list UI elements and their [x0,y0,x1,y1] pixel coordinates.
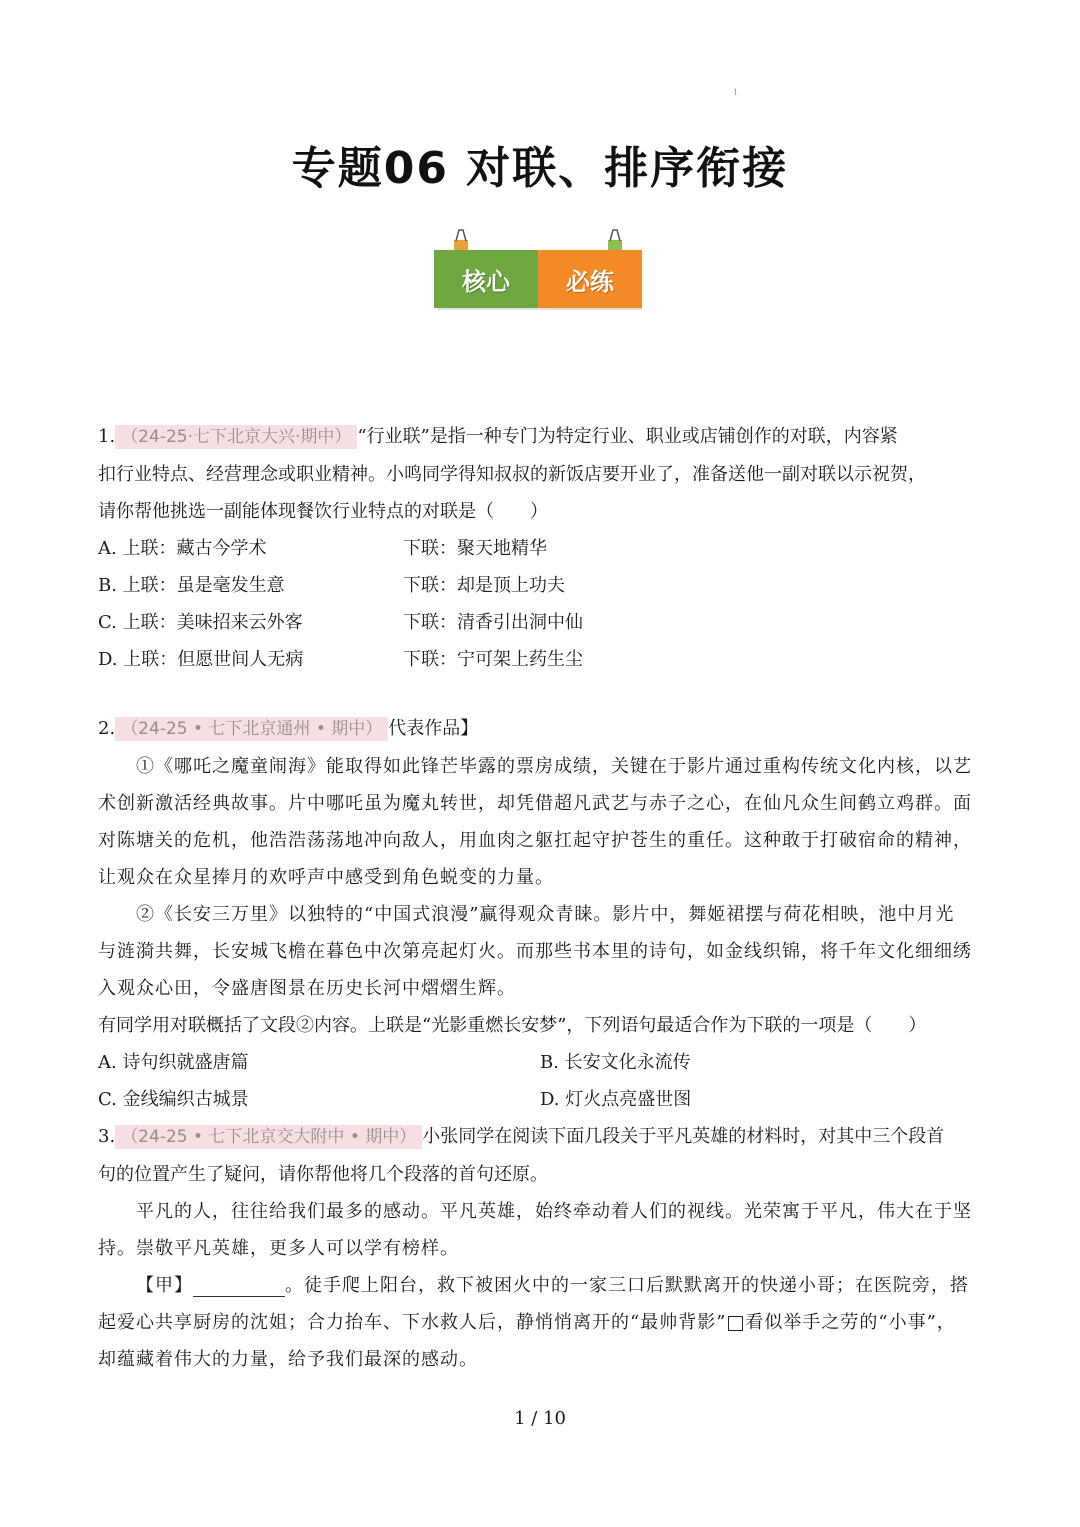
passage-line: 平凡的人，往往给我们最多的感动。平凡英雄，始终牵动着人们的视线。光荣寓于平凡，伟大在于坚 [136,1201,972,1222]
question-number: 3. [98,1126,116,1147]
passage-line: 却蕴藏着伟大的力量，给予我们最深的感动。 [98,1349,478,1370]
badge-left: 核心 [434,250,538,308]
question-stem: “行业联”是指一种专门为特定行业、职业或店铺创作的对联，内容紧 [357,426,898,447]
page-number: 1 / 10 [514,1408,566,1429]
option-a: A. 上联：藏古今学术 下联：聚天地精华 [98,538,547,559]
option-b: B. 上联：虽是毫发生意 下联：却是顶上功夫 [98,575,565,596]
passage-line: ①《哪吒之魔童闹海》能取得如此锋芒毕露的票房成绩，关键在于影片通过重构传统文化内核，以艺 [136,756,972,777]
blank-label: 【甲】 [136,1275,193,1296]
page-title: 专题06 对联、排序衔接 [291,143,789,194]
question-1 [98,418,988,678]
passage-line: ②《长安三万里》以独特的“中国式浪漫”赢得观众青睐。影片中，舞姬裙摆与荷花相映，池中月光 [136,904,955,925]
passage-line: 术创新激活经典故事。片中哪吒虽为魔丸转世，却凭借超凡武艺与赤子之心，在仙凡众生间鹤立鸡群。面 [98,793,972,814]
question-stem: 请你帮他挑选一副能体现餐饮行业特点的对联是（ ） [98,501,548,522]
question-number: 2. [98,718,116,739]
passage-line: 【甲】 。徒手爬上阳台，救下被困火中的一家三口后默默离开的快递小哥；在医院旁，搭 [136,1275,969,1296]
missing-char-box [728,1316,743,1331]
passage-line: 与涟漪共舞，长安城飞檐在暮色中次第亮起灯火。而那些书本里的诗句，如金线织锦，将千年文化细细绣 [98,941,972,962]
options-row: A. 诗句织就盛唐篇 B. 长安文化永流传 [98,1052,691,1073]
source-tag: （24-25·七下北京大兴·期中） [115,425,357,449]
question-number: 1. [98,426,116,447]
passage-line: 起爱心共享厨房的沈姐；合力抬车、下水救人后，静悄悄离开的“最帅背影” 看似举手之劳的“小事”， [98,1312,956,1333]
question-2 [98,710,988,1118]
question-stem: 小张同学在阅读下面几段关于平凡英雄的材料时，对其中三个段首 [422,1126,945,1147]
passage-line: 持。崇敬平凡英雄，更多人可以学有榜样。 [98,1238,459,1259]
answer-blank[interactable] [193,1276,285,1297]
option-d: D. 上联：但愿世间人无病 下联：宁可架上药生尘 [98,649,583,670]
passage-line: 对陈塘关的危机，他浩浩荡荡地冲向敌人，用血肉之躯扛起守护苍生的重任。这种敢于打破宿命的精神， [98,830,972,851]
section-badge [434,228,642,308]
source-tag: （24-25 • 七下北京通州 • 期中） [115,717,388,741]
question-stem: 句的位置产生了疑问，请你帮他将几个段落的首句还原。 [98,1164,548,1185]
passage-line: 入观众心田，令盛唐图景在历史长河中熠熠生辉。 [98,978,516,999]
passage-line: 让观众在众星捧月的欢呼声中感受到角色蜕变的力量。 [98,867,554,888]
badge-right: 必练 [538,250,642,308]
options-row: C. 金线编织古城景 D. 灯火点亮盛世图 [98,1089,692,1110]
question-stem: 代表作品】 [388,718,479,739]
source-tag: （24-25 • 七下北京交大附中 • 期中） [115,1125,422,1149]
question-stem: 扣行业特点、经营理念或职业精神。小鸣同学得知叔叔的新饭店要开业了，准备送他一副对联以示祝贺， [98,464,926,485]
question-prompt: 有同学用对联概括了文段②内容。上联是“光影重燃长安梦”，下列语句最适合作为下联的一项是（ ） [98,1015,927,1036]
question-3 [98,1118,988,1378]
header-mark: 1 [733,88,739,97]
option-c: C. 上联：美味招来云外客 下联：清香引出洞中仙 [98,612,583,633]
